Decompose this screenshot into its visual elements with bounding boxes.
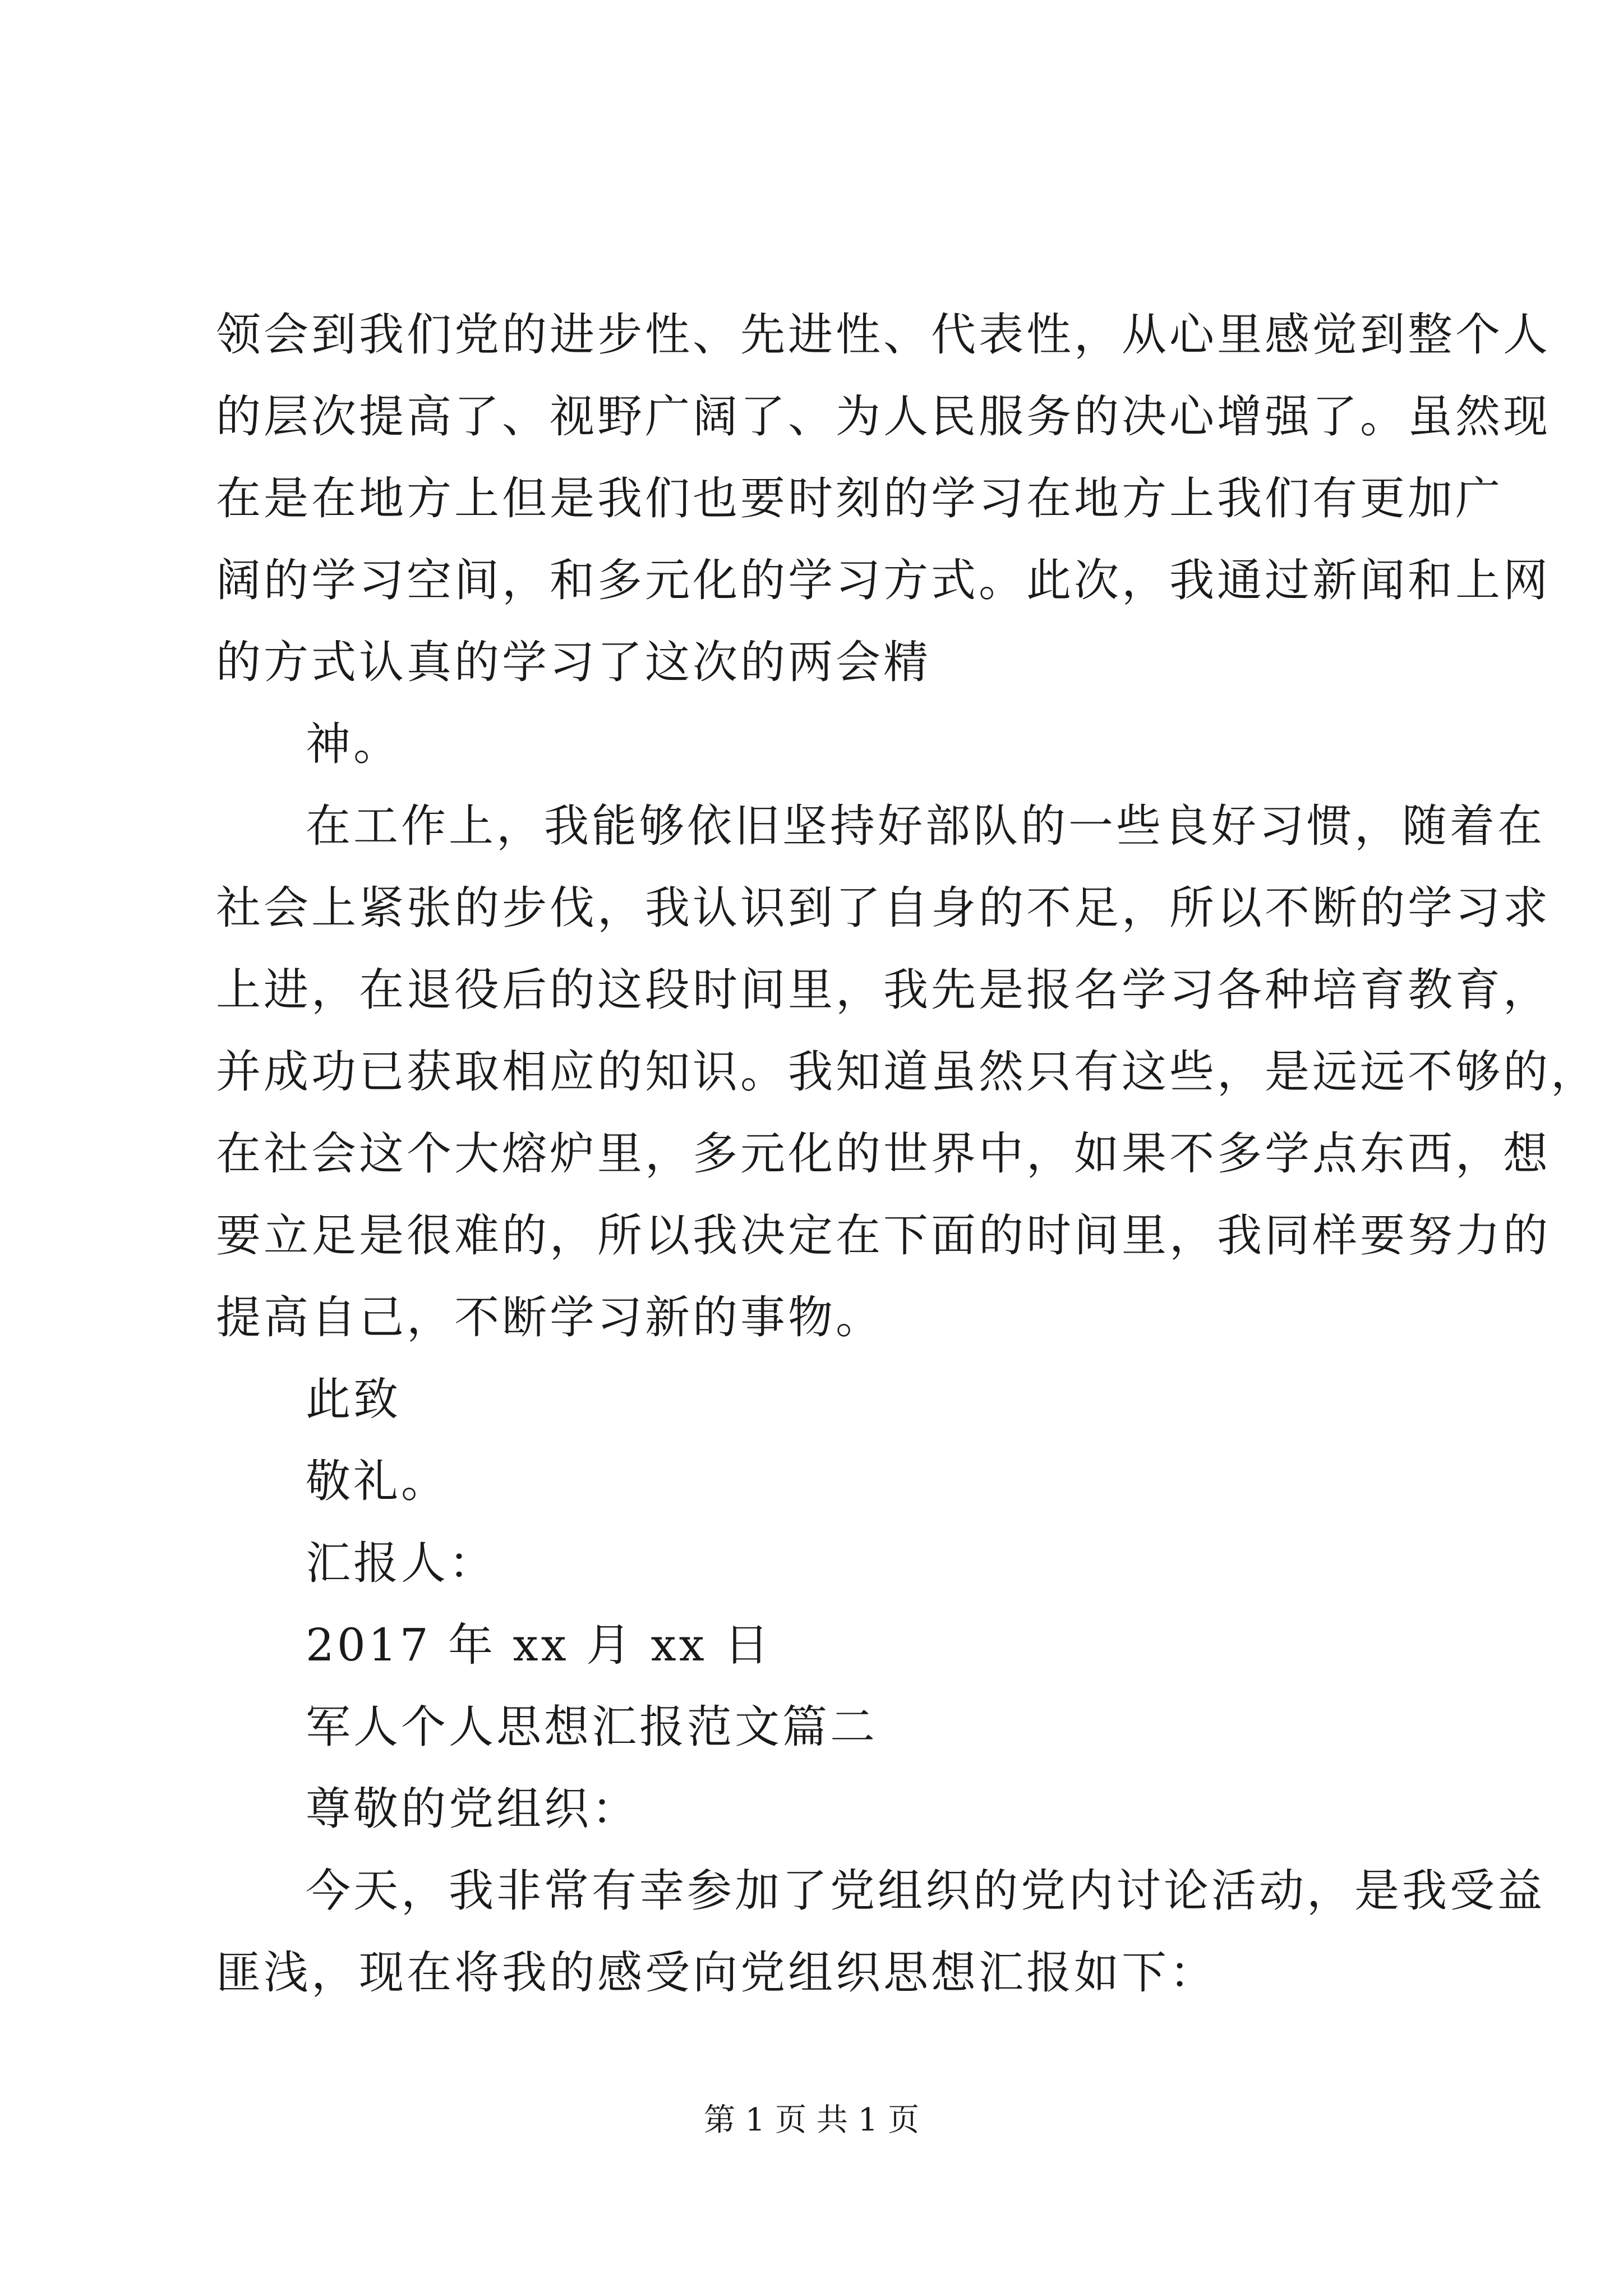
paragraph-line: 提高自己，不断学习新的事物。 (216, 1291, 883, 1343)
paragraph-line: 阔的学习空间，和多元化的学习方式。此次，我通过新闻和上网 (216, 554, 1551, 606)
page-number-footer: 第 1 页 共 1 页 (703, 2102, 920, 2138)
paragraph-line: 的层次提高了、视野广阔了、为人民服务的决心增强了。虽然现 (216, 390, 1551, 443)
paragraph-line: 社会上紧张的步伐，我认识到了自身的不足，所以不断的学习求 (216, 882, 1551, 934)
paragraph-line: 今天，我非常有幸参加了党组织的党内讨论活动，是我受益 (306, 1865, 1545, 1917)
closing-line: 此致 (306, 1373, 401, 1425)
paragraph-line: 在社会这个大熔炉里，多元化的世界中，如果不多学点东西，想 (216, 1128, 1551, 1180)
paragraph-line: 并成功已获取相应的知识。我知道虽然只有这些，是远远不够的， (216, 1046, 1598, 1098)
paragraph-line: 匪浅，现在将我的感受向党组织思想汇报如下： (216, 1947, 1217, 1999)
reporter-label: 汇报人： (306, 1537, 496, 1589)
paragraph-line: 领会到我们党的进步性、先进性、代表性，从心里感觉到整个人 (216, 309, 1551, 361)
report-date: 2017 年 xx 月 xx 日 (306, 1619, 772, 1671)
paragraph-line: 上进，在退役后的这段时间里，我先是报名学习各种培育教育， (216, 964, 1551, 1016)
section-title: 军人个人思想汇报范文篇二 (306, 1701, 878, 1753)
paragraph-line: 要立足是很难的，所以我决定在下面的时间里，我同样要努力的 (216, 1209, 1551, 1262)
salutation: 尊敬的党组织： (306, 1783, 639, 1835)
paragraph-line: 在是在地方上但是我们也要时刻的学习在地方上我们有更加广 (216, 472, 1503, 524)
paragraph-line: 在工作上，我能够依旧坚持好部队的一些良好习惯，随着在 (306, 800, 1545, 852)
paragraph-line: 的方式认真的学习了这次的两会精 (216, 636, 931, 688)
paragraph-line: 神。 (306, 718, 401, 770)
closing-line: 敬礼。 (306, 1455, 449, 1507)
